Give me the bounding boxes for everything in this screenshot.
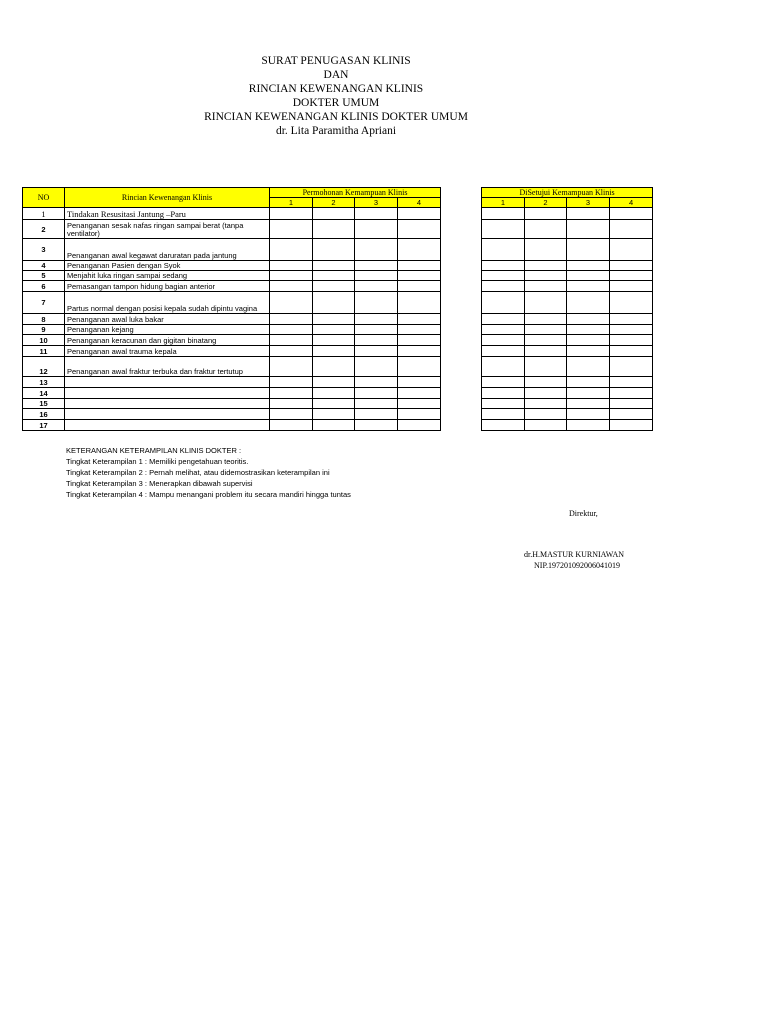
approval-level-cell [610, 220, 653, 239]
request-level-cell [355, 271, 398, 281]
approval-level-cell [567, 239, 610, 261]
table-row [482, 357, 653, 377]
request-level-cell [398, 292, 441, 314]
table-row [23, 261, 441, 271]
table-row [482, 208, 653, 220]
request-level-cell [398, 420, 441, 431]
request-level-cell [313, 420, 355, 431]
title-line-1: SURAT PENUGASAN KLINIS [261, 55, 411, 67]
approval-level-cell [525, 220, 567, 239]
approval-level-cell [525, 208, 567, 220]
notes-line: Tingkat Keterampilan 2 : Pernah melihat, atau didemostrasikan keterampilan ini [66, 468, 330, 477]
approval-level-cell [567, 314, 610, 325]
title-line-4: DOKTER UMUM [292, 97, 380, 109]
table-row [482, 346, 653, 357]
request-level-cell [398, 409, 441, 420]
request-level-cell [355, 325, 398, 335]
row-description [65, 399, 270, 409]
title-line-3: RINCIAN KEWENANGAN KLINIS [248, 83, 424, 95]
approval-level-cell [567, 357, 610, 377]
row-number: 13 [23, 377, 65, 388]
approval-level-cell [525, 409, 567, 420]
request-level-cell [270, 220, 313, 239]
row-description: Partus normal dengan posisi kepala sudah dipintu vagina [65, 292, 270, 314]
approval-level-cell [482, 377, 525, 388]
request-level-cell [313, 208, 355, 220]
request-level-cell [270, 208, 313, 220]
table-row [482, 314, 653, 325]
row-description: Penanganan sesak nafas ringan sampai berat (tanpa ventilator) [65, 220, 270, 239]
approval-level-cell [525, 357, 567, 377]
request-level-cell [313, 388, 355, 399]
request-level-cell [270, 357, 313, 377]
row-number: 15 [23, 399, 65, 409]
request-level-cell [313, 409, 355, 420]
request-level-cell [398, 346, 441, 357]
request-level-cell [355, 409, 398, 420]
row-number: 9 [23, 325, 65, 335]
row-description: Penanganan Pasien dengan Syok [65, 261, 270, 271]
approval-level-cell [567, 420, 610, 431]
row-number: 1 [23, 208, 65, 220]
table-row [23, 335, 441, 346]
row-number: 12 [23, 357, 65, 377]
request-level-cell [398, 281, 441, 292]
table-row [482, 335, 653, 346]
table-row [482, 239, 653, 261]
approval-level-cell [482, 346, 525, 357]
table-row [482, 261, 653, 271]
request-level-cell [355, 388, 398, 399]
table-row [23, 325, 441, 335]
row-description: Pemasangan tampon hidung bagian anterior [65, 281, 270, 292]
approval-level-cell [482, 325, 525, 335]
approval-level-cell [482, 357, 525, 377]
table-row [23, 377, 441, 388]
request-level-cell [398, 261, 441, 271]
request-level-cell [398, 271, 441, 281]
table-row [482, 388, 653, 399]
approval-level-cell [525, 239, 567, 261]
request-level-cell [270, 335, 313, 346]
row-number: 16 [23, 409, 65, 420]
request-level-cell [270, 292, 313, 314]
request-level-cell [355, 239, 398, 261]
table-row [23, 220, 441, 239]
approval-level-cell [567, 208, 610, 220]
request-level-cell [398, 220, 441, 239]
table-row [23, 399, 441, 409]
notes-line: Tingkat Keterampilan 4 : Mampu menangani problem itu secara mandiri hingga tuntas [66, 490, 351, 499]
signature-name: dr.H.MASTUR KURNIAWAN [524, 550, 625, 559]
approval-level-cell [525, 314, 567, 325]
request-level-cell [270, 314, 313, 325]
approval-level-cell [567, 335, 610, 346]
table-row [23, 357, 441, 377]
request-level-cell [398, 208, 441, 220]
notes-line: Tingkat Keterampilan 1 : Memiliki pengetahuan teoritis. [66, 457, 249, 466]
table-row [482, 292, 653, 314]
approval-level-cell [610, 377, 653, 388]
approval-level-cell [610, 271, 653, 281]
notes-heading: KETERANGAN KETERAMPILAN KLINIS DOKTER : [66, 446, 242, 455]
request-level-cell [398, 388, 441, 399]
approval-level-cell [482, 220, 525, 239]
request-level-cell [313, 292, 355, 314]
approval-level-cell [482, 281, 525, 292]
row-number: 17 [23, 420, 65, 431]
approval-level-cell [610, 346, 653, 357]
request-level-cell [313, 281, 355, 292]
doctor-name: dr. Lita Paramitha Apriani [275, 125, 397, 137]
request-level-cell [313, 261, 355, 271]
request-level-cell [398, 357, 441, 377]
level-header: 1 [482, 198, 525, 208]
request-level-cell [355, 335, 398, 346]
document-title-block [0, 54, 672, 138]
row-description: Penanganan awal luka bakar [65, 314, 270, 325]
request-level-cell [313, 314, 355, 325]
approval-level-cell [525, 281, 567, 292]
table-row [482, 420, 653, 431]
approval-level-cell [567, 261, 610, 271]
approval-level-cell [567, 409, 610, 420]
row-number: 4 [23, 261, 65, 271]
title-line-2: DAN [323, 69, 349, 81]
request-level-cell [270, 261, 313, 271]
approval-level-cell [610, 208, 653, 220]
approval-level-cell [482, 271, 525, 281]
request-level-cell [398, 335, 441, 346]
skill-level-notes [66, 445, 351, 500]
table-row [23, 420, 441, 431]
row-description: Penanganan awal fraktur terbuka dan fraktur tertutup [65, 357, 270, 377]
approval-level-cell [610, 335, 653, 346]
table-row [482, 409, 653, 420]
request-level-cell [313, 357, 355, 377]
approval-level-cell [567, 292, 610, 314]
table-row [23, 292, 441, 314]
table-row [23, 281, 441, 292]
row-number: 8 [23, 314, 65, 325]
row-description [65, 388, 270, 399]
table-row [482, 281, 653, 292]
approval-level-cell [482, 261, 525, 271]
table-row [482, 271, 653, 281]
request-level-cell [398, 325, 441, 335]
row-description: Penanganan awal kegawat daruratan pada jantung [65, 239, 270, 261]
request-level-cell [270, 388, 313, 399]
table-row [23, 271, 441, 281]
request-level-cell [398, 399, 441, 409]
approval-level-cell [610, 388, 653, 399]
request-level-cell [270, 409, 313, 420]
level-header: 4 [398, 198, 441, 208]
request-level-cell [355, 208, 398, 220]
row-description [65, 409, 270, 420]
request-level-cell [313, 377, 355, 388]
table-row [23, 346, 441, 357]
request-level-cell [355, 292, 398, 314]
table-row [23, 314, 441, 325]
approval-level-cell [525, 325, 567, 335]
approval-level-cell [482, 208, 525, 220]
request-level-cell [313, 399, 355, 409]
approval-level-cell [482, 409, 525, 420]
request-level-cell [270, 399, 313, 409]
header-rincian: Rincian Kewenangan Klinis [65, 188, 270, 208]
table-row [482, 399, 653, 409]
row-number: 10 [23, 335, 65, 346]
row-number: 3 [23, 239, 65, 261]
request-level-cell [398, 377, 441, 388]
header-permohonan: Permohonan Kemampuan Klinis [270, 188, 441, 198]
approval-level-cell [610, 399, 653, 409]
notes-line: Tingkat Keterampilan 3 : Menerapkan dibawah supervisi [66, 479, 253, 488]
row-number: 2 [23, 220, 65, 239]
request-level-cell [270, 271, 313, 281]
row-number: 14 [23, 388, 65, 399]
approval-level-cell [482, 314, 525, 325]
level-header: 2 [313, 198, 355, 208]
request-level-cell [398, 239, 441, 261]
approval-level-cell [482, 335, 525, 346]
row-description: Menjahit luka ringan sampai sedang [65, 271, 270, 281]
table-row [23, 239, 441, 261]
table-row [482, 325, 653, 335]
request-level-cell [355, 420, 398, 431]
approval-level-cell [567, 281, 610, 292]
approval-level-cell [610, 314, 653, 325]
approval-level-cell [567, 271, 610, 281]
row-description: Tindakan Resusitasi Jantung –Paru [65, 208, 270, 220]
row-description [65, 420, 270, 431]
signature-role: Direktur, [569, 509, 598, 518]
approval-level-cell [482, 239, 525, 261]
title-line-5: RINCIAN KEWENANGAN KLINIS DOKTER UMUM [204, 111, 468, 123]
level-header: 4 [610, 198, 653, 208]
row-description [65, 377, 270, 388]
request-level-cell [355, 220, 398, 239]
approval-level-cell [610, 281, 653, 292]
request-level-cell [355, 261, 398, 271]
request-table [22, 187, 441, 431]
approval-level-cell [610, 261, 653, 271]
request-level-cell [355, 346, 398, 357]
approval-level-cell [567, 377, 610, 388]
approval-level-cell [525, 292, 567, 314]
row-description: Penanganan keracunan dan gigitan binatang [65, 335, 270, 346]
approval-level-cell [482, 399, 525, 409]
approval-level-cell [610, 239, 653, 261]
table-row [23, 388, 441, 399]
request-level-cell [270, 377, 313, 388]
table-row [482, 220, 653, 239]
approval-level-cell [525, 271, 567, 281]
approval-level-cell [610, 357, 653, 377]
approval-level-cell [610, 420, 653, 431]
row-description: Penanganan awal trauma kepala [65, 346, 270, 357]
approval-level-cell [525, 346, 567, 357]
request-level-cell [355, 377, 398, 388]
request-level-cell [313, 325, 355, 335]
signature-nip: NIP.197201092006041019 [534, 561, 621, 570]
level-header: 3 [355, 198, 398, 208]
approval-level-cell [482, 420, 525, 431]
approval-level-cell [610, 409, 653, 420]
row-number: 7 [23, 292, 65, 314]
request-level-cell [270, 325, 313, 335]
table-row [23, 208, 441, 220]
request-level-cell [355, 314, 398, 325]
approval-level-cell [567, 220, 610, 239]
approval-level-cell [525, 399, 567, 409]
request-level-cell [313, 271, 355, 281]
request-level-cell [398, 314, 441, 325]
level-header: 3 [567, 198, 610, 208]
request-level-cell [313, 239, 355, 261]
approval-level-cell [525, 335, 567, 346]
approval-level-cell [567, 325, 610, 335]
request-level-cell [355, 281, 398, 292]
approval-level-cell [567, 399, 610, 409]
request-level-cell [270, 420, 313, 431]
approval-level-cell [525, 377, 567, 388]
request-level-cell [313, 346, 355, 357]
request-level-cell [355, 399, 398, 409]
request-level-cell [270, 281, 313, 292]
header-no: NO [23, 188, 65, 208]
row-number: 5 [23, 271, 65, 281]
approval-level-cell [525, 388, 567, 399]
approval-table [481, 187, 653, 431]
row-description: Penanganan kejang [65, 325, 270, 335]
approval-level-cell [525, 261, 567, 271]
table-row [23, 409, 441, 420]
level-header: 2 [525, 198, 567, 208]
approval-level-cell [610, 325, 653, 335]
approval-level-cell [525, 420, 567, 431]
request-level-cell [355, 357, 398, 377]
approval-level-cell [482, 292, 525, 314]
row-number: 11 [23, 346, 65, 357]
level-header: 1 [270, 198, 313, 208]
request-level-cell [270, 346, 313, 357]
approval-level-cell [567, 346, 610, 357]
header-disetujui: DiSetujui Kemampuan Klinis [482, 188, 653, 198]
table-row [482, 377, 653, 388]
request-level-cell [313, 220, 355, 239]
approval-level-cell [567, 388, 610, 399]
request-level-cell [313, 335, 355, 346]
approval-level-cell [610, 292, 653, 314]
row-number: 6 [23, 281, 65, 292]
request-level-cell [270, 239, 313, 261]
approval-level-cell [482, 388, 525, 399]
